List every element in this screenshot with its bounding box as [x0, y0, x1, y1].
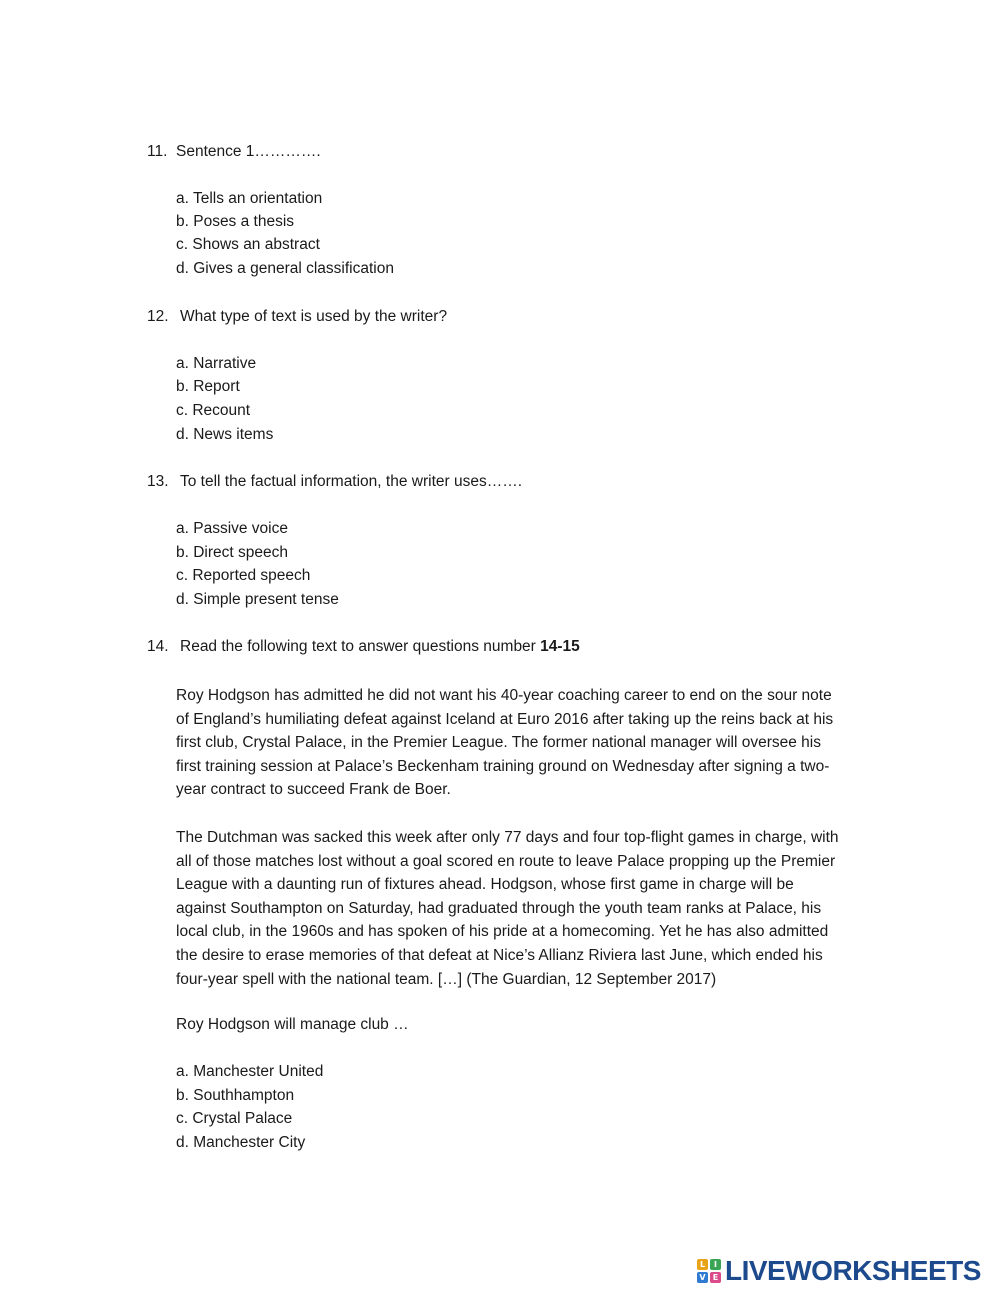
- question-13: [147, 472, 522, 492]
- passage-line: year contract to succeed Frank de Boer.: [176, 781, 451, 799]
- liveworksheets-logo: [697, 1256, 981, 1286]
- option-13-d[interactable]: d. Simple present tense: [176, 591, 339, 608]
- question-text: Sentence 1………….: [176, 143, 321, 160]
- question-text: Read the following text to answer questions number: [180, 638, 541, 655]
- logo-block-v: V: [697, 1272, 708, 1283]
- question-12: [147, 307, 447, 327]
- option-14-a[interactable]: a. Manchester United: [176, 1063, 324, 1080]
- passage-line: all of those matches lost without a goal scored en route to leave Palace propping up the Premier: [176, 852, 836, 870]
- passage-line: local club, in the 1960s and has spoken of his pride at a homecoming. Yet he has also admitted: [176, 923, 829, 941]
- question-text: What type of text is used by the writer?: [180, 308, 448, 325]
- question-number: 12.: [147, 308, 169, 325]
- passage-line: Roy Hodgson has admitted he did not want his 40-year coaching career to end on the sour note: [176, 687, 832, 704]
- passage-line: first club, Crystal Palace, in the Premier League. The former national manager will oversee his: [176, 734, 821, 752]
- option-12-b[interactable]: b. Report: [176, 378, 240, 395]
- passage-line: the desire to erase memories of that defeat at Nice’s Allianz Riviera last June, which ended his: [176, 946, 823, 964]
- option-11-b[interactable]: b. Poses a thesis: [176, 213, 295, 230]
- passage-line: four-year spell with the national team. […] (The Guardian, 12 September 2017): [176, 970, 717, 988]
- passage-paragraph-1: [176, 684, 891, 802]
- passage-line: The Dutchman was sacked this week after only 77 days and four top-flight games in charge, with: [176, 829, 839, 846]
- option-14-c[interactable]: c. Crystal Palace: [176, 1110, 293, 1127]
- logo-block-l: L: [697, 1259, 708, 1270]
- option-13-b[interactable]: b. Direct speech: [176, 544, 288, 561]
- passage-line: against Southampton on Saturday, had graduated through the youth team ranks at Palace, his: [176, 899, 822, 917]
- question-11: [147, 142, 321, 162]
- option-12-a[interactable]: a. Narrative: [176, 355, 257, 372]
- logo-text: LIVEWORKSHEETS: [725, 1255, 981, 1286]
- question-number: 11.: [147, 143, 168, 160]
- passage-line: League with a daunting run of fixtures ahead. Hodgson, whose first game in charge will be: [176, 876, 794, 894]
- logo-block-e: E: [710, 1272, 721, 1283]
- passage-paragraph-2: [176, 826, 891, 991]
- question-14: [147, 637, 580, 657]
- passage-line: of England’s humiliating defeat against Iceland at Euro 2016 after taking up the reins back at his: [176, 710, 834, 728]
- option-13-a[interactable]: a. Passive voice: [176, 520, 288, 537]
- option-12-c[interactable]: c. Recount: [176, 402, 251, 419]
- question-number: 14.: [147, 638, 169, 655]
- logo-block-i: I: [710, 1259, 721, 1270]
- option-11-a[interactable]: a. Tells an orientation: [176, 190, 323, 207]
- option-11-c[interactable]: c. Shows an abstract: [176, 236, 320, 253]
- logo-blocks-icon: [697, 1259, 721, 1283]
- option-13-c[interactable]: c. Reported speech: [176, 567, 311, 584]
- question-range: 14-15: [540, 638, 580, 655]
- option-14-b[interactable]: b. Southhampton: [176, 1087, 295, 1104]
- sub-question-text: Roy Hodgson will manage club …: [176, 1016, 409, 1033]
- option-14-d[interactable]: d. Manchester City: [176, 1134, 306, 1151]
- passage-line: first training session at Palace’s Beckenham training ground on Wednesday after signing a two-: [176, 757, 830, 775]
- option-11-d[interactable]: d. Gives a general classification: [176, 260, 394, 277]
- question-text: To tell the factual information, the writer uses…….: [180, 473, 523, 490]
- option-12-d[interactable]: d. News items: [176, 426, 274, 443]
- question-number: 13.: [147, 473, 169, 490]
